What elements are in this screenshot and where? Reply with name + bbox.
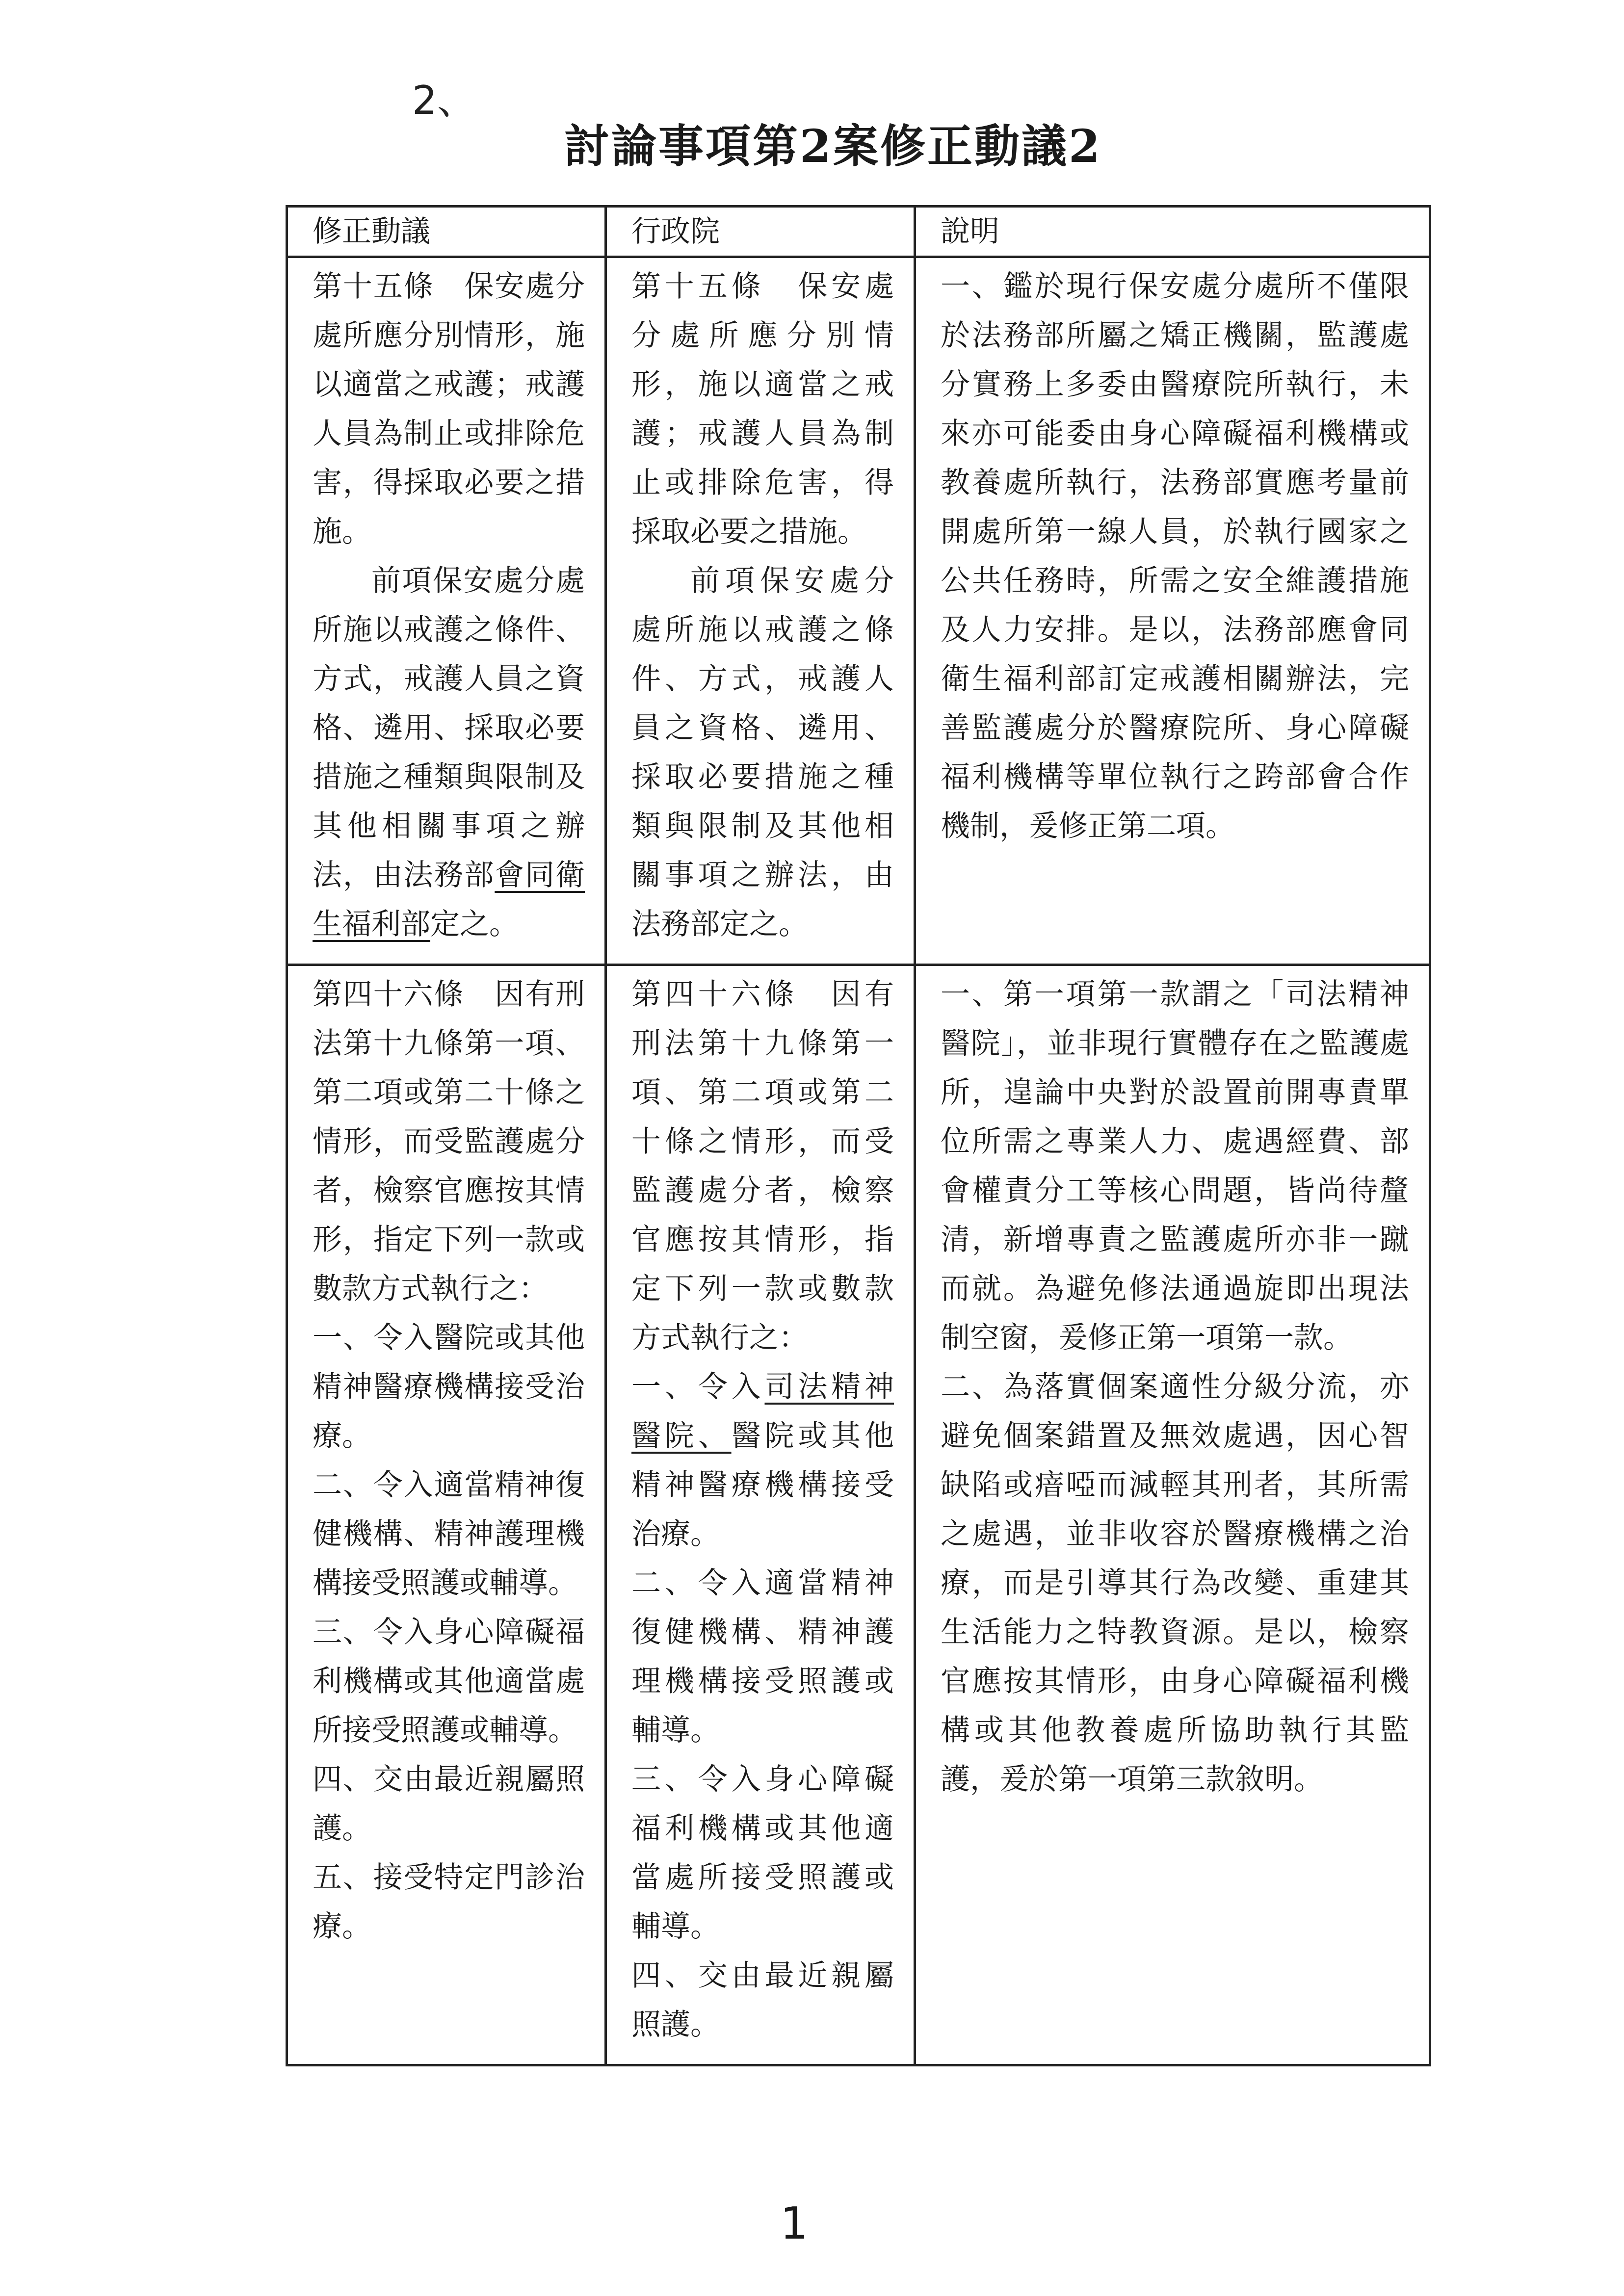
cell-explanation bbox=[915, 257, 1430, 965]
cell-explanation bbox=[915, 965, 1430, 2065]
text-segment: 醫院或其他精神醫療機構接受治療。 bbox=[631, 1419, 894, 1551]
underlined-amendment: 會同衛生福利部 bbox=[313, 858, 585, 941]
header-explanation: 說明 bbox=[915, 207, 1430, 257]
cell-paragraph: 二、令入適當精神復健機構、精神護理機構接受照護或輔導。 bbox=[313, 1468, 585, 1600]
header-motion: 修正動議 bbox=[287, 207, 606, 257]
cell-paragraph: 二、令入適當精神復健機構、精神護理機構接受照護或輔導。 bbox=[631, 1566, 894, 1748]
page-mark: 2、 bbox=[412, 78, 476, 123]
table-row bbox=[287, 257, 1430, 965]
cell-paragraph: 五、接受特定門診治療。 bbox=[313, 1860, 585, 1944]
cell-paragraph: 第十五條 保安處分處所應分別情形，施以適當之戒護；戒護人員為制止或排除危害，得採取必要之措施。 bbox=[631, 269, 894, 549]
header-executive: 行政院 bbox=[606, 207, 915, 257]
cell-executive bbox=[606, 965, 915, 2065]
cell-paragraph bbox=[631, 1362, 894, 1559]
cell-executive bbox=[606, 257, 915, 965]
underlined-amendment: 司法精神醫院、 bbox=[631, 1370, 894, 1453]
table-header-row bbox=[287, 207, 1430, 257]
comparison-table bbox=[286, 205, 1431, 2066]
cell-paragraph: 第四十六條 因有刑法第十九條第一項、第二項或第二十條之情形，而受監護處分者，檢察官應按其情形，指定下列一款或數款方式執行之： bbox=[313, 977, 585, 1306]
page-title: 討論事項第2案修正動議2 bbox=[564, 120, 1102, 173]
cell-paragraph: 第四十六條 因有刑法第十九條第一項、第二項或第二十條之情形，而受監護處分者，檢察官應按其情形，指定下列一款或數款方式執行之： bbox=[631, 977, 894, 1355]
cell-motion bbox=[287, 965, 606, 2065]
cell-paragraph: 第十五條 保安處分處所應分別情形，施以適當之戒護；戒護人員為制止或排除危害，得採取必要之措施。 bbox=[313, 269, 585, 549]
cell-paragraph: 前項保安處分處所施以戒護之條件、方式，戒護人員之資格、遴用、採取必要措施之種類與限制及其他相關事項之辦法，由法務部定之。 bbox=[631, 564, 894, 941]
text-segment: 前項保安處分處所施以戒護之條件、方式，戒護人員之資格、遴用、採取必要措施之種類與限制及其他相關事項之辦法，由法務部 bbox=[313, 564, 585, 892]
table-row bbox=[287, 965, 1430, 2065]
text-segment: 一、令入 bbox=[631, 1370, 765, 1404]
page-number: 1 bbox=[780, 2198, 809, 2249]
cell-paragraph: 一、第一項第一款謂之「司法精神醫院」，並非現行實體存在之監護處所，遑論中央對於設置前開專責單位所需之專業人力、處遇經費、部會權責分工等核心問題，皆尚待釐清，新增專責之監護處所亦非一蹴而就。為避免修法通過旋即出現法制空窗，爰修正第一項第一款。 bbox=[941, 977, 1409, 1355]
cell-paragraph: 二、為落實個案適性分級分流，亦避免個案錯置及無效處遇，因心智缺陷或瘖啞而減輕其刑者，其所需之處遇，並非收容於醫療機構之治療，而是引導其行為改變、重建其生活能力之特教資源。是以，檢察官應按其情形，由身心障礙福利機構或其他教養處所協助執行其監護，爰於第一項第三款敘明。 bbox=[941, 1370, 1409, 1797]
cell-paragraph bbox=[313, 556, 585, 949]
cell-paragraph: 一、令入醫院或其他精神醫療機構接受治療。 bbox=[313, 1321, 585, 1453]
cell-paragraph: 四、交由最近親屬照護。 bbox=[313, 1762, 585, 1846]
cell-motion bbox=[287, 257, 606, 965]
cell-paragraph: 三、令入身心障礙福利機構或其他適當處所接受照護或輔導。 bbox=[313, 1615, 585, 1748]
cell-paragraph: 四、交由最近親屬照護。 bbox=[631, 1958, 894, 2042]
cell-paragraph: 三、令入身心障礙福利機構或其他適當處所接受照護或輔導。 bbox=[631, 1762, 894, 1944]
cell-paragraph: 一、鑑於現行保安處分處所不僅限於法務部所屬之矯正機關，監護處分實務上多委由醫療院所執行，未來亦可能委由身心障礙福利機構或教養處所執行，法務部實應考量前開處所第一線人員，於執行國家之公共任務時，所需之安全維護措施及人力安排。是以，法務部應會同衛生福利部訂定戒護相關辦法，完善監護處分於醫療院所、身心障礙福利機構等單位執行之跨部會合作機制，爰修正第二項。 bbox=[941, 269, 1409, 843]
text-segment: 定之。 bbox=[430, 907, 519, 941]
